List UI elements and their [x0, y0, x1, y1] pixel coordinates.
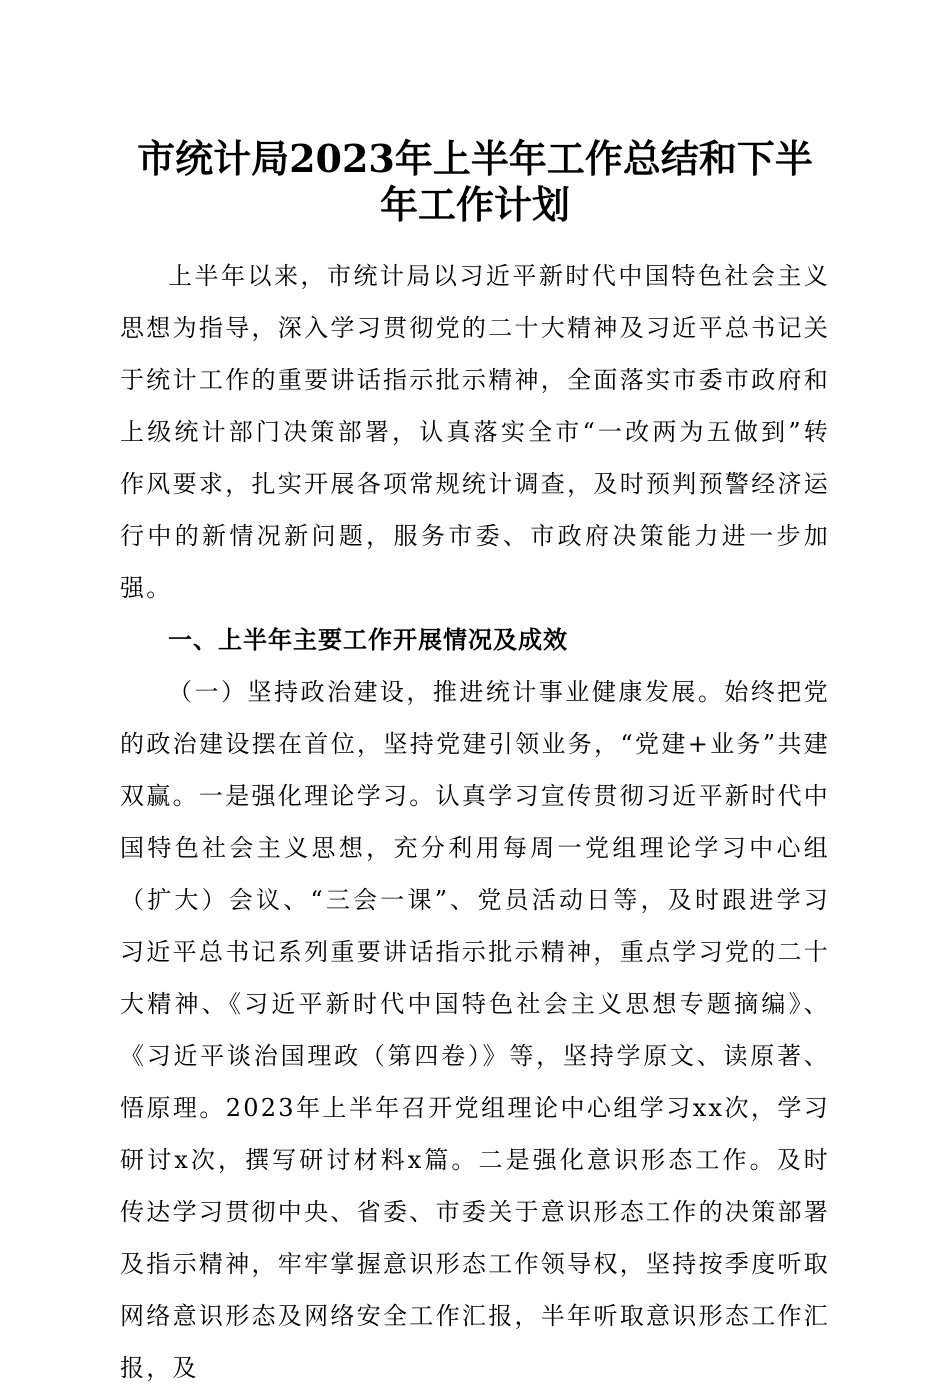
document-body — [120, 250, 830, 1394]
document-title: 市统计局2023年上半年工作总结和下半年工作计划 — [137, 136, 813, 227]
intro-paragraph: 上半年以来，市统计局以习近平新时代中国特色社会主义思想为指导，深入学习贯彻党的二十大精神及习近平总书记关于统计工作的重要讲话指示批示精神，全面落实市委市政府和上级统计部门决策部署，认真落实全市“一改两为五做到”转作风要求，扎实开展各项常规统计调查，及时预判预警经济运行中的新情况新问题，服务市委、市政府决策能力进一步加强。 — [120, 262, 830, 602]
section-heading-1: 一、上半年主要工作开展情况及成效 — [168, 626, 568, 654]
section-1-paragraph-1: （一）坚持政治建设，推进统计事业健康发展。始终把党的政治建设摆在首位，坚持党建引领业务，“党建+业务”共建双赢。一是强化理论学习。认真学习宣传贯彻习近平新时代中国特色社会主义思想，充分利用每周一党组理论学习中心组（扩大）会议、“三会一课”、党员活动日等，及时跟进学习习近平总书记系列重要讲话指示批示精神，重点学习党的二十大精神、《习近平新时代中国特色社会主义思想专题摘编》、《习近平谈治国理政（第四卷）》等，坚持学原文、读原著、悟原理。2023年上半年召开党组理论中心组学习xx次，学习研讨x次，撰写研讨材料x篇。二是强化意识形态工作。及时传达学习贯彻中央、省委、市委关于意识形态工作的决策部署及指示精神，牢牢掌握意识形态工作领导权，坚持按季度听取网络意识形态及网络安全工作汇报，半年听取意识形态工作汇报，及 — [120, 678, 830, 1382]
